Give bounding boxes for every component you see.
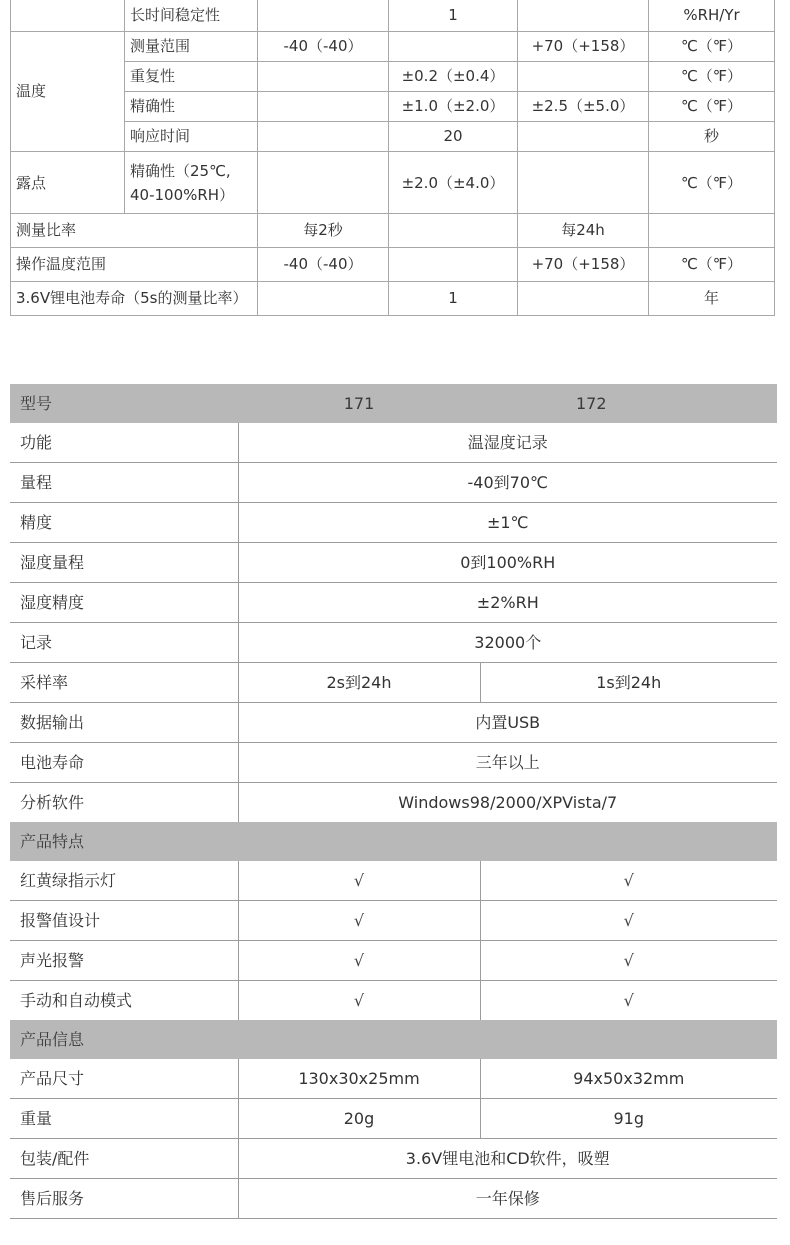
table-row	[10, 1059, 777, 1099]
param-label: 重复性	[125, 62, 258, 92]
row-value: Windows98/2000/XPVista/7	[238, 783, 777, 823]
table-row	[11, 214, 775, 248]
model-b-value: 94x50x32mm	[480, 1059, 777, 1099]
row-label: 量程	[10, 463, 238, 503]
checkmark-icon: √	[480, 861, 777, 901]
table-row	[11, 282, 775, 316]
table-row	[10, 583, 777, 623]
group-label-dewpoint: 露点	[11, 152, 125, 214]
table-row	[10, 423, 777, 463]
row-label: 湿度精度	[10, 583, 238, 623]
model-a-value: 2s到24h	[238, 663, 480, 703]
section-header-info	[10, 1020, 777, 1059]
typ-value: 1	[389, 0, 518, 32]
table-row	[10, 981, 777, 1021]
max-value: +70（+158）	[518, 32, 649, 62]
table-row	[11, 32, 775, 62]
table-row	[10, 783, 777, 823]
typ-value: ±0.2（±0.4）	[389, 62, 518, 92]
param-label: 测量范围	[125, 32, 258, 62]
row-value: 三年以上	[238, 743, 777, 783]
model-b-value: 1s到24h	[480, 663, 777, 703]
row-value: 温湿度记录	[238, 423, 777, 463]
table-row	[11, 62, 775, 92]
row-label: 记录	[10, 623, 238, 663]
checkmark-icon: √	[238, 901, 480, 941]
table-row	[10, 1139, 777, 1179]
min-value: 每2秒	[258, 214, 389, 248]
model-b-label: 172	[480, 384, 777, 423]
model-a-value: 130x30x25mm	[238, 1059, 480, 1099]
model-a-value: 20g	[238, 1099, 480, 1139]
table-row	[10, 743, 777, 783]
header-label: 型号	[10, 384, 238, 423]
checkmark-icon: √	[238, 861, 480, 901]
section-title: 产品特点	[10, 822, 777, 861]
checkmark-icon: √	[480, 901, 777, 941]
row-value: ±1℃	[238, 503, 777, 543]
row-label: 电池寿命	[10, 743, 238, 783]
row-label: 红黄绿指示灯	[10, 861, 238, 901]
row-label: 手动和自动模式	[10, 981, 238, 1021]
row-value: 内置USB	[238, 703, 777, 743]
table-row	[10, 703, 777, 743]
unit-value: ℃（℉）	[649, 32, 775, 62]
param-label: 响应时间	[125, 122, 258, 152]
row-value: 0到100%RH	[238, 543, 777, 583]
param-label-line2: 40-100%RH）	[130, 185, 235, 204]
typ-value	[389, 32, 518, 62]
unit-value: ℃（℉）	[649, 248, 775, 282]
header-row	[10, 384, 777, 423]
checkmark-icon: √	[480, 981, 777, 1021]
table-row	[10, 663, 777, 703]
model-a-label: 171	[238, 384, 480, 423]
row-value: 32000个	[238, 623, 777, 663]
row-label: 产品尺寸	[10, 1059, 238, 1099]
table-row	[10, 503, 777, 543]
row-label: 湿度量程	[10, 543, 238, 583]
table-row	[11, 248, 775, 282]
table-row	[10, 861, 777, 901]
table-row	[10, 901, 777, 941]
unit-value: 年	[649, 282, 775, 316]
table-row	[10, 463, 777, 503]
max-value: +70（+158）	[518, 248, 649, 282]
row-value: 3.6V锂电池和CD软件，吸塑	[238, 1139, 777, 1179]
checkmark-icon: √	[238, 981, 480, 1021]
section-header-features	[10, 822, 777, 861]
spec-table	[10, 0, 775, 316]
row-label: 功能	[10, 423, 238, 463]
checkmark-icon: √	[238, 941, 480, 981]
row-value: -40到70℃	[238, 463, 777, 503]
model-b-value: 91g	[480, 1099, 777, 1139]
row-value: 一年保修	[238, 1179, 777, 1219]
row-label: 报警值设计	[10, 901, 238, 941]
table-row	[11, 152, 775, 214]
param-label: 3.6V锂电池寿命（5s的测量比率）	[11, 282, 258, 316]
section-title: 产品信息	[10, 1020, 777, 1059]
row-label: 分析软件	[10, 783, 238, 823]
typ-value: ±1.0（±2.0）	[389, 92, 518, 122]
unit-value: ℃（℉）	[649, 62, 775, 92]
param-label: 精确性	[125, 92, 258, 122]
row-label: 采样率	[10, 663, 238, 703]
row-label: 声光报警	[10, 941, 238, 981]
table-row	[10, 941, 777, 981]
param-label	[125, 152, 258, 214]
row-label: 数据输出	[10, 703, 238, 743]
table-row	[10, 1179, 777, 1219]
unit-value: %RH/Yr	[649, 0, 775, 32]
product-table	[10, 384, 777, 1219]
table-row	[10, 543, 777, 583]
table-row	[11, 122, 775, 152]
min-value	[258, 62, 389, 92]
unit-value: 秒	[649, 122, 775, 152]
typ-value: ±2.0（±4.0）	[389, 152, 518, 214]
unit-value: ℃（℉）	[649, 152, 775, 214]
checkmark-icon: √	[480, 941, 777, 981]
row-value: ±2%RH	[238, 583, 777, 623]
param-label: 长时间稳定性	[125, 0, 258, 32]
unit-value: ℃（℉）	[649, 92, 775, 122]
max-value: 每24h	[518, 214, 649, 248]
table-row	[10, 623, 777, 663]
table-row	[11, 0, 775, 32]
min-value: -40（-40）	[258, 248, 389, 282]
row-label: 重量	[10, 1099, 238, 1139]
max-value: ±2.5（±5.0）	[518, 92, 649, 122]
param-label-line1: 精确性（25℃,	[130, 161, 231, 180]
typ-value: 1	[389, 282, 518, 316]
row-label: 售后服务	[10, 1179, 238, 1219]
param-label: 测量比率	[11, 214, 258, 248]
min-value: -40（-40）	[258, 32, 389, 62]
param-label: 操作温度范围	[11, 248, 258, 282]
table-row	[11, 92, 775, 122]
typ-value: 20	[389, 122, 518, 152]
group-label-temperature: 温度	[11, 32, 125, 152]
row-label: 包装/配件	[10, 1139, 238, 1179]
row-label: 精度	[10, 503, 238, 543]
table-row	[10, 1099, 777, 1139]
min-value	[258, 92, 389, 122]
max-value	[518, 62, 649, 92]
